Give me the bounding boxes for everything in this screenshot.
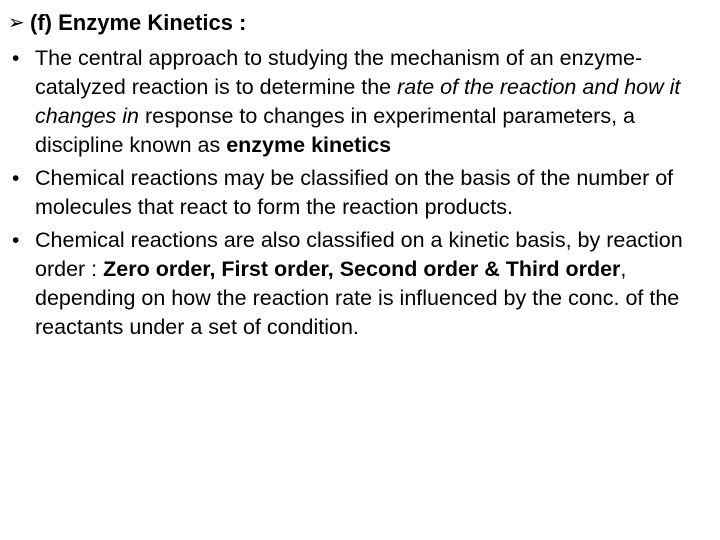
bullet-text: Chemical reactions may be classified on the basis of the number of molecules that react to form the reaction products. xyxy=(35,166,674,219)
bullet-dot-icon: • xyxy=(12,229,20,252)
bullet-list xyxy=(8,44,708,342)
bullet-bold-text: enzyme kinetics xyxy=(226,133,392,157)
bullet-text: Chemical reactions are also classified on a kinetic basis, by reaction order : xyxy=(35,228,683,281)
bullet-text: , depending on how the reaction rate is influenced by the conc. of the reactants under a set of condition. xyxy=(35,257,680,339)
bullet-text: response to changes in experimental parameters, a discipline known as xyxy=(35,104,635,157)
bullet-item-enzyme-kinetics xyxy=(8,44,708,160)
bullet-text: The central approach to studying the mechanism of an enzyme-catalyzed reaction is to determine the xyxy=(35,46,643,99)
bullet-dot-icon: • xyxy=(12,167,20,190)
heading-title: (f) Enzyme Kinetics : xyxy=(30,10,247,35)
arrow-bullet-icon: ➢ xyxy=(8,12,25,34)
slide-heading xyxy=(8,6,708,40)
bullet-italic-text: rate of the reaction and how it changes in xyxy=(35,75,681,128)
bullet-item-classification xyxy=(8,164,708,222)
bullet-bold-text: Zero order, First order, Second order & Third order xyxy=(103,257,621,281)
bullet-item-reaction-order xyxy=(8,226,708,342)
bullet-dot-icon: • xyxy=(12,47,20,70)
